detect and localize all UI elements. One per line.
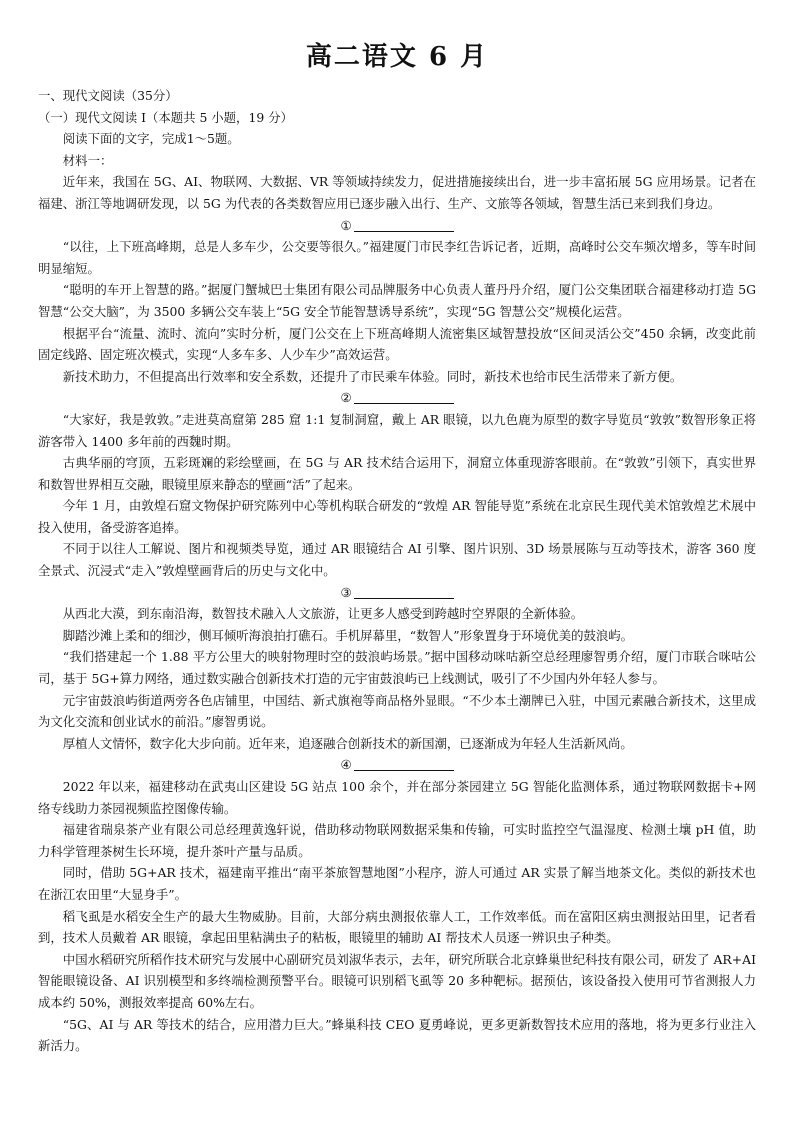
section-heading: 一、现代文阅读（35分） [38, 88, 178, 103]
material-label: 材料一： [62, 152, 113, 168]
blank-marker-1: ① [38, 215, 756, 237]
paragraph: 从西北大漠，到东南沿海，数智技术融入人文旅游，让更多人感受到跨越时空界限的全新体验。 [62, 606, 584, 622]
paragraph: “大家好，我是敦敦。”走进莫高窟第 285 窟 1:1 复制洞窟，戴上 AR 眼镜，以九色鹿为原型的数字导览员“敦敦”数智形象正将游客带入 1400 多年前的西魏时期。 [38, 411, 756, 449]
paragraph: 今年 1 月，由敦煌石窟文物保护研究陈列中心等机构联合研发的“敦煌 AR 智能导览”系统在北京民生现代美术馆敦煌艺术展中投入使用，备受游客追捧。 [38, 498, 756, 535]
paragraph: 厚植人文情怀，数字化大步向前。近年来，追逐融合创新技术的新国潮，已逐渐成为年轻人生活新风尚。 [62, 735, 633, 751]
fill-in-blank-line [354, 217, 454, 232]
fill-in-blank-line [354, 756, 454, 771]
subsection-heading: （一）现代文阅读 I（本题共 5 小题，19 分） [38, 109, 293, 125]
paragraph: 中国水稻研究所稻作技术研究与发展中心副研究员刘淑华表示，去年，研究所联合北京蜂巢世纪科技有限公司，研发了 AR+AI 智能眼镜设备、AI 识别模型和多终端检测预警平台。眼镜可识别稻飞虱等 20 多种靶标。据预估，该设备投入使用可节省测报人力成本约 50%，测报效率提高 60%左右。 [38, 951, 756, 1010]
paragraph: “我们搭建起一个 1.88 平方公里大的映射物理时空的鼓浪屿场景。”据中国移动咪咕新空总经理廖智勇介绍，厦门市联合咪咕公司，基于 5G+算力网络，通过数实融合创新技术打造的元宇宙鼓浪屿已上线测试，吸引了不少国内外年轻人参与。 [38, 649, 756, 687]
paragraph: “以往，上下班高峰期，总是人多车少，公交要等很久。”福建厦门市民李红告诉记者，近期，高峰时公交车频次增多，等车时间明显缩短。 [38, 239, 756, 276]
blank-marker-2: ② [38, 387, 756, 409]
paragraph: 福建省瑞泉茶产业有限公司总经理黄逸轩说，借助移动物联网数据采集和传输，可实时监控空气温湿度、检测土壤 pH 值，助力科学管理茶树生长环境，提升茶叶产量与品质。 [38, 822, 756, 859]
document-page [38, 40, 756, 1057]
fill-in-blank-line [354, 584, 454, 599]
paragraph: 脚踏沙滩上柔和的细沙，侧耳倾听海浪拍打礁石。手机屏幕里，“数智人”形象置身于环境优美的鼓浪屿。 [62, 627, 634, 643]
paragraph: 同时，借助 5G+AR 技术，福建南平推出“南平茶旅智慧地图”小程序，游人可通过 AR 实景了解当地茶文化。类似的新技术也在浙江农田里“大显身手”。 [38, 865, 756, 902]
blank-marker-3: ③ [38, 582, 756, 604]
paragraph: 元宇宙鼓浪屿街道两旁各色店铺里，中国结、新式旗袍等商品格外显眼。“不少本土潮牌已入驻，中国元素融合新技术，这里成为文化交流和创业试水的前沿。”廖智勇说。 [38, 692, 756, 730]
blank-marker-4: ④ [38, 754, 756, 776]
paragraph: 2022 年以来，福建移动在武夷山区建设 5G 站点 100 余个，并在部分茶园建立 5G 智能化监测体系，通过物联网数据卡+网络专线助力茶园视频监控图像传输。 [38, 779, 756, 816]
paragraph: 根据平台“流量、流时、流向”实时分析，厦门公交在上下班高峰期人流密集区域智慧投放“区间灵活公交”450 余辆，改变此前固定线路、固定班次模式，实现“人多车多、人少车少”高效运营。 [38, 325, 756, 363]
paragraph: 古典华丽的穹顶，五彩斑斓的彩绘壁画，在 5G 与 AR 技术结合运用下，洞窟立体重现游客眼前。在“敦敦”引领下，真实世界和数智世界相互交融，眼镜里原来静态的壁画“活”了起来。 [38, 455, 756, 492]
intro-paragraph: 近年来，我国在 5G、AI、物联网、大数据、VR 等领域持续发力，促进措施接续出台，进一步丰富拓展 5G 应用场景。记者在福建、浙江等地调研发现，以 5G 为代表的各类数智应用已逐步融入出行、生产、文旅等各领域，智慧生活已来到我们身边。 [38, 174, 756, 211]
instruction-text: 阅读下面的文字，完成1～5题。 [62, 131, 240, 147]
paragraph: 新技术助力，不但提高出行效率和安全系数，还提升了市民乘车体验。同时，新技术也给市民生活带来了新方便。 [62, 368, 683, 384]
paragraph: 不同于以往人工解说、图片和视频类导览，通过 AR 眼镜结合 AI 引擎、图片识别、3D 场景展陈与互动等技术，游客 360 度全景式、沉浸式“走入”敦煌壁画背后的历史与文化中。 [38, 541, 756, 579]
page-title: 高二语文 6 月 [305, 42, 489, 72]
paragraph: 稻飞虱是水稻安全生产的最大生物威胁。目前，大部分病虫测报依靠人工，工作效率低。而在富阳区病虫测报站田里，记者看到，技术人员戴着 AR 眼镜，拿起田里粘满虫子的粘板，眼镜里的辅助 AI 帮技术人员逐一辨识虫子种类。 [38, 908, 756, 946]
paragraph: “5G、AI 与 AR 等技术的结合，应用潜力巨大。”蜂巢科技 CEO 夏勇峰说，更多更新数智技术应用的落地，将为更多行业注入新活力。 [38, 1016, 756, 1054]
paragraph: “聪明的车开上智慧的路。”据厦门蟹城巴士集团有限公司品牌服务中心负责人董丹丹介绍，厦门公交集团联合福建移动打造 5G 智慧“公交大脑”，为 3500 多辆公交车装上“5G 安全节能智慧诱导系统”，实现“5G 智慧公交”规模化运营。 [38, 282, 756, 319]
fill-in-blank-line [354, 389, 454, 404]
